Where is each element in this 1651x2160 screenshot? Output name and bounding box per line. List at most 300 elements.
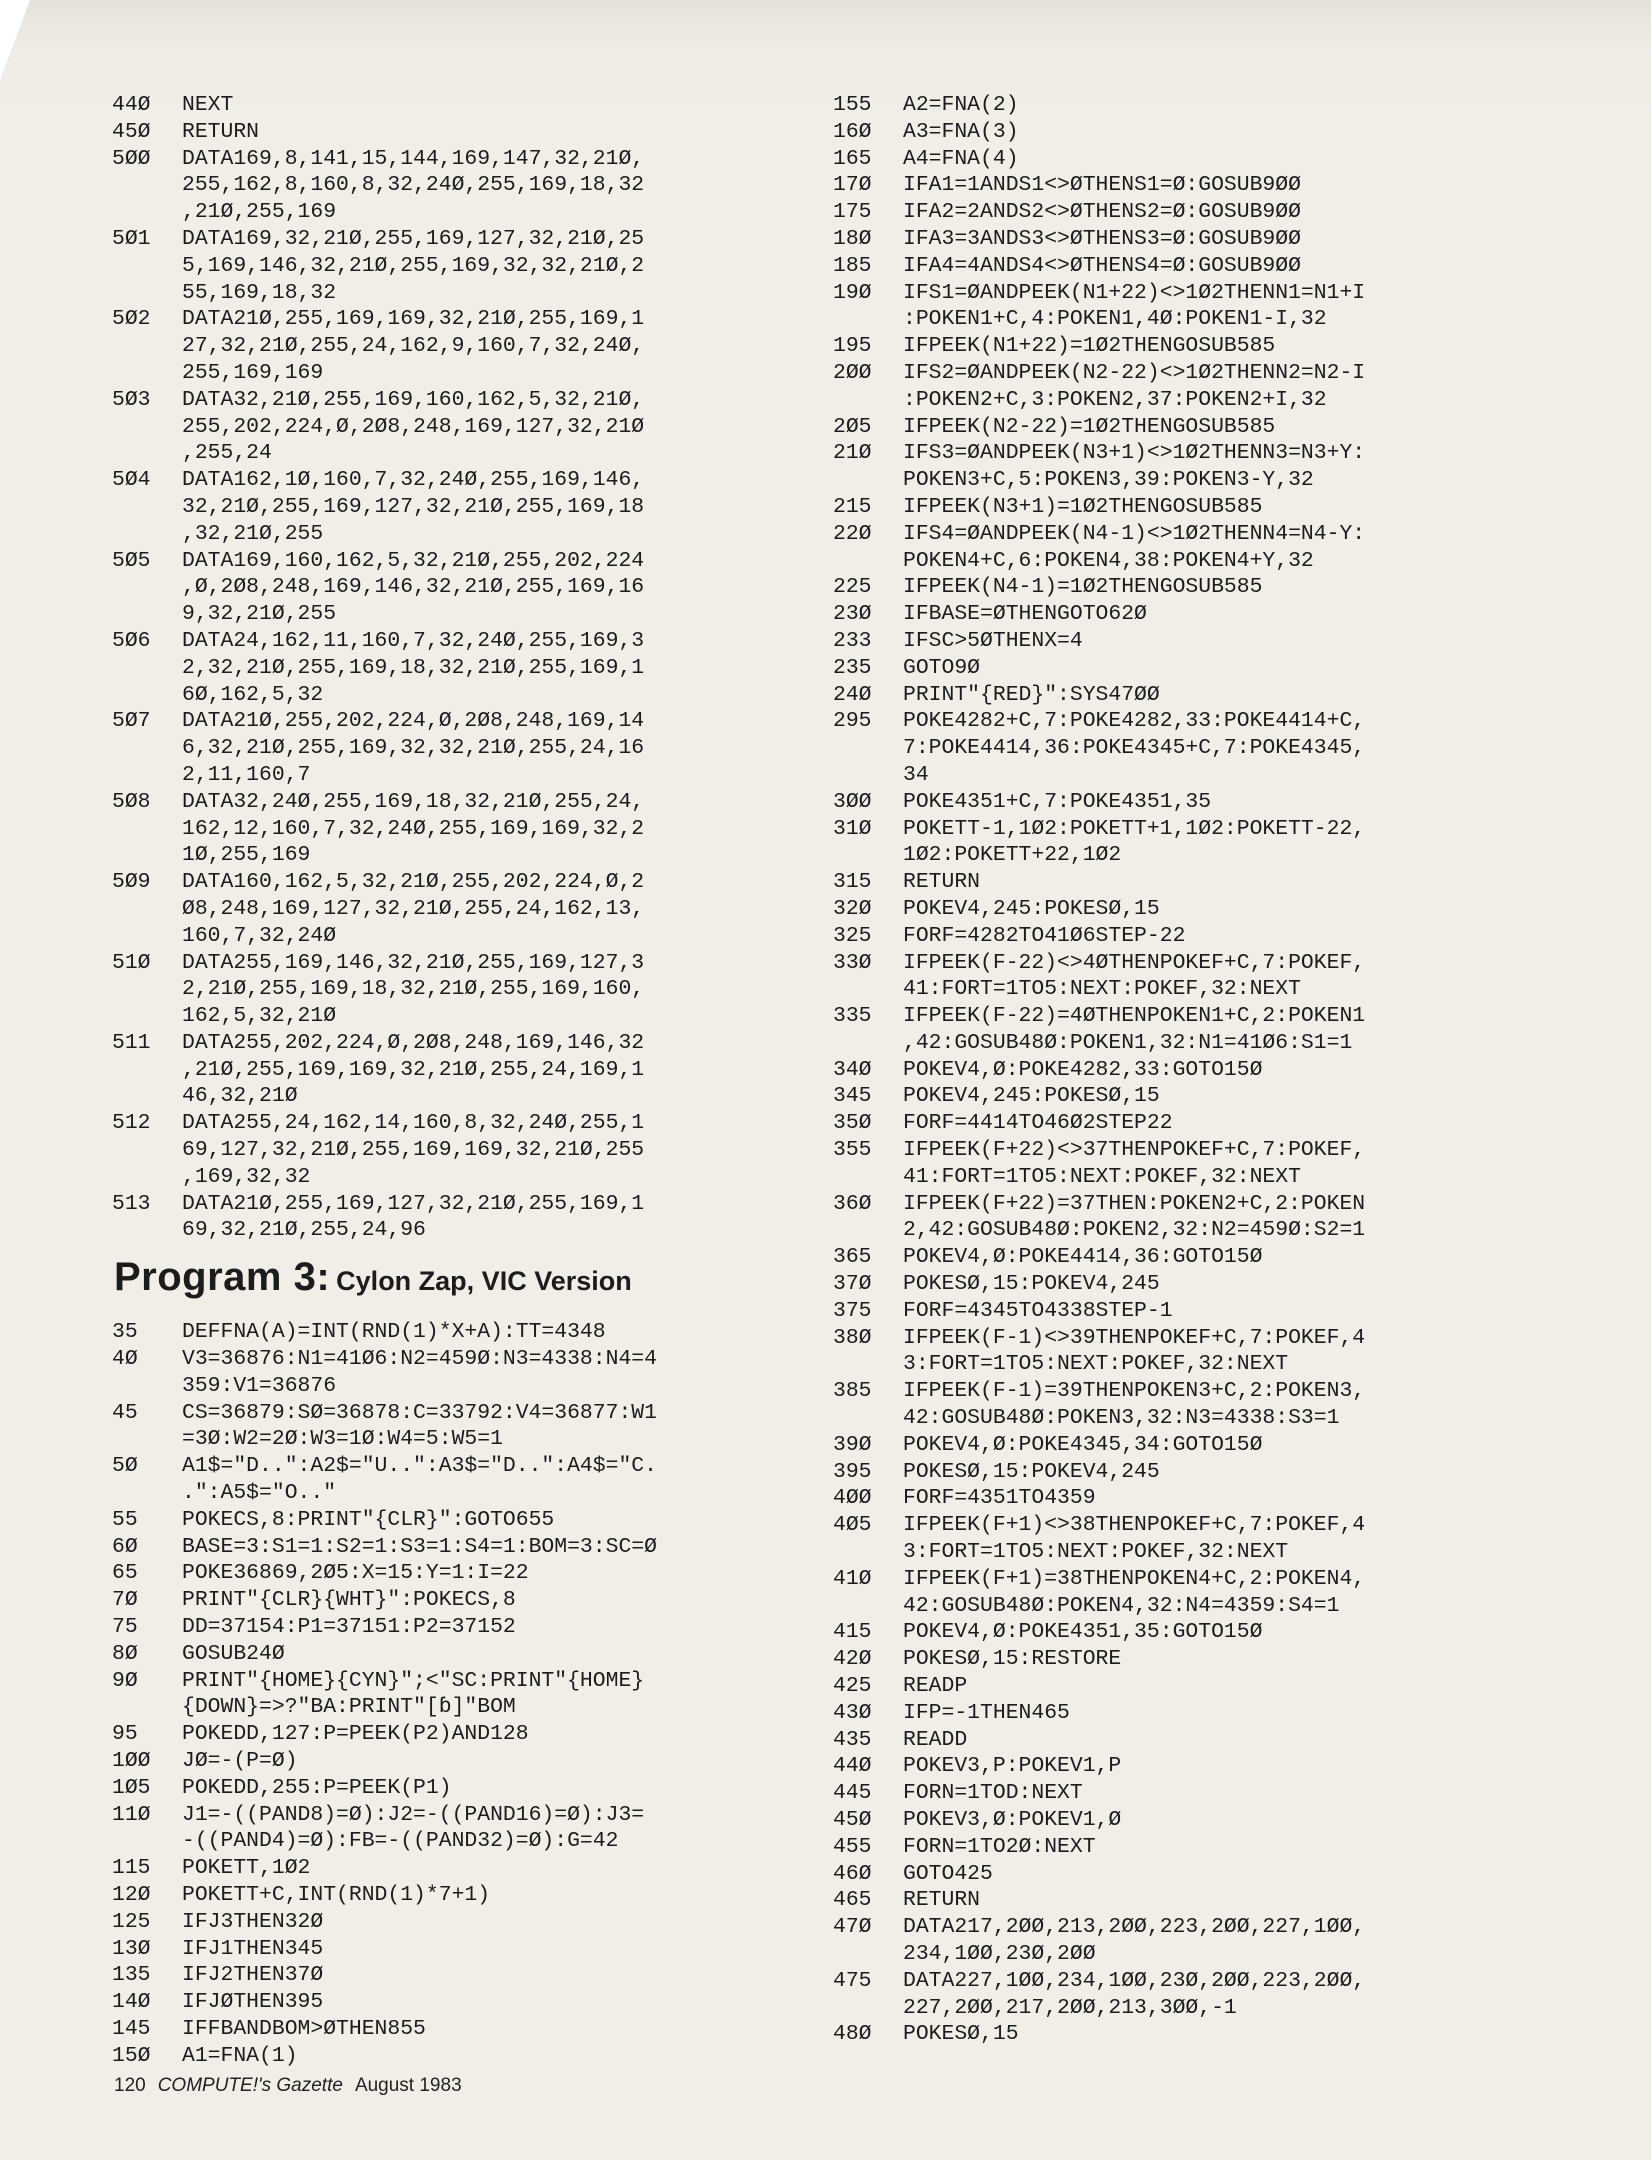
code-text: POKEN4+C,6:POKEN4,38:POKEN4+Y,32: [903, 548, 1314, 573]
line-number: 17Ø: [833, 173, 872, 198]
line-number: 165: [833, 146, 872, 171]
code-line: [112, 1936, 802, 1963]
code-line: [833, 1003, 1473, 1030]
code-text: NEXT: [182, 93, 234, 117]
line-number: 115: [112, 1856, 151, 1881]
code-line: [112, 387, 802, 414]
line-number: 395: [833, 1459, 872, 1484]
code-text: DATA255,202,224,Ø,2Ø8,248,169,146,32: [182, 1030, 645, 1055]
code-line: [833, 146, 1473, 173]
line-number: 135: [112, 1963, 151, 1988]
line-number: 455: [833, 1834, 872, 1859]
code-line: [833, 1968, 1473, 1995]
code-text: 234,1ØØ,23Ø,2ØØ: [903, 1941, 1096, 1966]
code-text: PRINT"{CLR}{WHT}":POKECS,8: [182, 1588, 516, 1613]
code-text: ,255,24: [182, 441, 272, 466]
issue-date: August 1983: [354, 2075, 462, 2096]
code-line: [833, 1861, 1473, 1888]
line-number: 435: [833, 1727, 872, 1752]
code-text: 2,42:GOSUB48Ø:POKEN2,32:N2=459Ø:S2=1: [903, 1218, 1366, 1243]
line-number: 47Ø: [833, 1915, 872, 1940]
code-line: [112, 172, 802, 199]
line-number: 5Ø3: [112, 387, 151, 412]
code-line: [833, 1887, 1473, 1914]
code-line: [112, 414, 802, 441]
code-line: [833, 199, 1473, 226]
code-text: A2=FNA(2): [903, 93, 1019, 117]
code-line: [833, 1459, 1473, 1486]
code-line: [833, 1753, 1473, 1780]
code-line: [112, 1164, 802, 1191]
code-line: [833, 1244, 1473, 1271]
code-text: 69,127,32,21Ø,255,169,169,32,21Ø,255: [182, 1138, 645, 1163]
code-line: [833, 682, 1473, 709]
code-line: [833, 521, 1473, 548]
code-text: 160,7,32,24Ø: [182, 923, 337, 948]
line-number: 48Ø: [833, 2022, 872, 2047]
code-text: 42:GOSUB48Ø:POKEN3,32:N3=4338:S3=1: [903, 1406, 1340, 1431]
code-line: [112, 494, 802, 521]
line-number: 445: [833, 1781, 872, 1806]
code-line: [112, 360, 802, 387]
line-number: 315: [833, 870, 872, 895]
line-number: 14Ø: [112, 1990, 151, 2015]
code-text: DATA32,24Ø,255,169,18,32,21Ø,255,24,: [182, 789, 645, 814]
line-number: 5Ø4: [112, 468, 151, 493]
code-line: [112, 842, 802, 869]
code-line: [112, 1400, 802, 1427]
code-text: ,21Ø,255,169,169,32,21Ø,255,24,169,1: [182, 1057, 645, 1082]
line-number: 95: [112, 1722, 138, 1747]
code-text: IFA2=2ANDS2<>ØTHENS2=Ø:GOSUB9ØØ: [903, 200, 1301, 225]
code-text: IFFBANDBOM>ØTHEN855: [182, 2016, 426, 2041]
code-line: [112, 1191, 802, 1218]
line-number: 195: [833, 334, 872, 359]
code-text: POKECS,8:PRINT"{CLR}":GOTO655: [182, 1507, 555, 1532]
code-line: [112, 950, 802, 977]
code-line: [833, 1539, 1473, 1566]
code-line: [833, 950, 1473, 977]
code-text: IFJ3THEN32Ø: [182, 1909, 324, 1934]
page-footer: [114, 2075, 462, 2097]
code-line: [833, 976, 1473, 1003]
line-number: 9Ø: [112, 1668, 138, 1693]
line-number: 16Ø: [833, 119, 872, 144]
line-number: 44Ø: [112, 93, 151, 117]
code-line: [112, 1614, 802, 1641]
code-line: [833, 1727, 1473, 1754]
code-text: POKESØ,15:POKEV4,245: [903, 1272, 1160, 1297]
code-line: [112, 1030, 802, 1057]
code-line: [833, 1593, 1473, 1620]
code-text: GOTO9Ø: [903, 655, 981, 680]
line-number: 465: [833, 1888, 872, 1913]
code-text: IFPEEK(N4-1)=1Ø2THENGOSUB585: [903, 575, 1263, 600]
code-line: [112, 1668, 802, 1695]
code-line: [112, 146, 802, 173]
page-corner: [0, 0, 30, 80]
line-number: 65: [112, 1561, 138, 1586]
code-text: POKEV4,Ø:POKE4282,33:GOTO15Ø: [903, 1057, 1263, 1082]
code-text: IFJ2THEN37Ø: [182, 1963, 324, 1988]
code-text: A1$="D..":A2$="U..":A3$="D..":A4$="C.: [182, 1454, 657, 1479]
code-line: [833, 1941, 1473, 1968]
code-line: [833, 1191, 1473, 1218]
line-number: 35Ø: [833, 1111, 872, 1136]
line-number: 11Ø: [112, 1802, 151, 1827]
code-line: [112, 1560, 802, 1587]
line-number: 225: [833, 575, 872, 600]
code-text: DATA169,32,21Ø,255,169,127,32,21Ø,25: [182, 226, 645, 251]
code-text: 255,202,224,Ø,2Ø8,248,169,127,32,21Ø: [182, 414, 645, 439]
line-number: 5ØØ: [112, 146, 151, 171]
code-text: DATA21Ø,255,169,127,32,21Ø,255,169,1: [182, 1191, 645, 1216]
code-text: IFPEEK(F-1)<>39THENPOKEF+C,7:POKEF,4: [903, 1325, 1366, 1350]
line-number: 22Ø: [833, 521, 872, 546]
code-text: IFPEEK(N2-22)=1Ø2THENGOSUB585: [903, 414, 1276, 439]
code-text: V3=36876:N1=41Ø6:N2=459Ø:N3=4338:N4=4: [182, 1347, 657, 1372]
code-line: [833, 789, 1473, 816]
code-line: [833, 253, 1473, 280]
code-line: [833, 896, 1473, 923]
code-line: [112, 1721, 802, 1748]
line-number: 43Ø: [833, 1700, 872, 1725]
code-text: IFA3=3ANDS3<>ØTHENS3=Ø:GOSUB9ØØ: [903, 226, 1301, 251]
line-number: 55: [112, 1507, 138, 1532]
code-line: [112, 1057, 802, 1084]
code-text: IFBASE=ØTHENGOTO62Ø: [903, 602, 1147, 627]
code-line: [833, 360, 1473, 387]
code-line: [112, 896, 802, 923]
code-line: [112, 1962, 802, 1989]
code-line: [833, 1030, 1473, 1057]
code-text: ,42:GOSUB48Ø:POKEN1,32:N1=41Ø6:S1=1: [903, 1030, 1353, 1055]
code-text: 2,11,160,7: [182, 762, 311, 787]
page-number: 120: [114, 2075, 146, 2096]
line-number: 345: [833, 1084, 872, 1109]
code-line: [112, 628, 802, 655]
line-number: 35: [112, 1320, 138, 1345]
code-text: 41:FORT=1TO5:NEXT:POKEF,32:NEXT: [903, 977, 1301, 1002]
code-text: :POKEN2+C,3:POKEN2,37:POKEN2+I,32: [903, 387, 1327, 412]
code-text: POKEV3,P:POKEV1,P: [903, 1754, 1122, 1779]
line-number: 425: [833, 1674, 872, 1699]
code-line: [833, 306, 1473, 333]
line-number: 325: [833, 923, 872, 948]
code-line: [112, 92, 802, 119]
line-number: 13Ø: [112, 1936, 151, 1961]
code-text: DEFFNA(A)=INT(RND(1)*X+A):TT=4348: [182, 1320, 606, 1345]
right-column: [833, 92, 1473, 2048]
code-text: POKETT+C,INT(RND(1)*7+1): [182, 1883, 491, 1907]
line-number: 511: [112, 1030, 151, 1055]
code-text: 3:FORT=1TO5:NEXT:POKEF,32:NEXT: [903, 1352, 1289, 1377]
code-text: Ø8,248,169,127,32,21Ø,255,24,162,13,: [182, 896, 645, 921]
line-number: 5Ø9: [112, 870, 151, 895]
code-text: READP: [903, 1674, 968, 1699]
code-line: [833, 1673, 1473, 1700]
code-text: DATA255,24,162,14,160,8,32,24Ø,255,1: [182, 1111, 645, 1136]
code-line: [833, 494, 1473, 521]
code-line: [112, 1137, 802, 1164]
code-text: A3=FNA(3): [903, 119, 1019, 144]
line-number: 46Ø: [833, 1861, 872, 1886]
code-text: IFPEEK(F-22)=4ØTHENPOKEN1+C,2:POKEN1: [903, 1004, 1366, 1029]
code-text: POKE36869,2Ø5:X=15:Y=1:I=22: [182, 1561, 529, 1586]
code-line: [833, 1110, 1473, 1137]
line-number: 415: [833, 1620, 872, 1645]
code-text: 359:V1=36876: [182, 1373, 337, 1398]
line-number: 7Ø: [112, 1588, 138, 1613]
code-line: [833, 869, 1473, 896]
code-text: IFS4=ØANDPEEK(N4-1)<>1Ø2THENN4=N4-Y:: [903, 521, 1366, 546]
code-line: [833, 226, 1473, 253]
code-text: READD: [903, 1727, 968, 1752]
code-text: PRINT"{RED}":SYS47ØØ: [903, 682, 1160, 707]
code-text: GOSUB24Ø: [182, 1641, 285, 1666]
code-text: PRINT"{HOME}{CYN}";<"SC:PRINT"{HOME}: [182, 1668, 645, 1693]
line-number: 18Ø: [833, 226, 872, 251]
code-line: [833, 414, 1473, 441]
line-number: 233: [833, 628, 872, 653]
code-line: [833, 1512, 1473, 1539]
code-line: [112, 199, 802, 226]
code-line: [833, 119, 1473, 146]
code-text: A1=FNA(1): [182, 2043, 298, 2068]
program-heading-title: Program 3:: [114, 1255, 331, 1300]
code-text: ,32,21Ø,255: [182, 521, 324, 546]
code-line: [833, 1566, 1473, 1593]
code-line: [833, 1485, 1473, 1512]
program-listing-continued: [112, 92, 802, 1244]
program-heading-subtitle: Cylon Zap, VIC Version: [336, 1266, 632, 1297]
code-line: [112, 1003, 802, 1030]
code-line: [833, 601, 1473, 628]
code-line: [112, 253, 802, 280]
code-line: [833, 1432, 1473, 1459]
code-line: [112, 1748, 802, 1775]
code-line: [833, 1378, 1473, 1405]
code-line: [112, 119, 802, 146]
code-line: [112, 1217, 802, 1244]
program-heading: [114, 1254, 802, 1309]
code-line: [112, 816, 802, 843]
code-text: =3Ø:W2=2Ø:W3=1Ø:W4=5:W5=1: [182, 1427, 503, 1452]
code-line: [112, 1507, 802, 1534]
code-text: J1=-((PAND8)=Ø):J2=-((PAND16)=Ø):J3=: [182, 1802, 645, 1827]
code-text: IFPEEK(N1+22)=1Ø2THENGOSUB585: [903, 334, 1276, 359]
code-text: 1Ø2:POKETT+22,1Ø2: [903, 843, 1122, 868]
code-line: [833, 735, 1473, 762]
code-line: [833, 655, 1473, 682]
code-line: [833, 2021, 1473, 2048]
code-text: IFPEEK(F+1)<>38THENPOKEF+C,7:POKEF,4: [903, 1513, 1366, 1538]
code-line: [833, 1914, 1473, 1941]
code-line: [833, 1137, 1473, 1164]
line-number: 385: [833, 1379, 872, 1404]
code-text: DATA21Ø,255,169,169,32,21Ø,255,169,1: [182, 307, 645, 332]
code-text: IFJØTHEN395: [182, 1990, 324, 2015]
line-number: 475: [833, 1968, 872, 1993]
code-line: [833, 628, 1473, 655]
code-text: POKEN3+C,5:POKEN3,39:POKEN3-Y,32: [903, 468, 1314, 493]
code-text: IFPEEK(F-22)<>4ØTHENPOKEF+C,7:POKEF,: [903, 950, 1366, 975]
code-text: 34: [903, 762, 929, 787]
code-text: DD=37154:P1=37151:P2=37152: [182, 1615, 516, 1640]
code-text: {DOWN}=>?"BA:PRINT"[ɓ]"BOM: [182, 1695, 516, 1720]
line-number: 1ØØ: [112, 1749, 151, 1774]
code-text: DATA169,8,141,15,144,169,147,32,21Ø,: [182, 146, 645, 171]
code-line: [112, 1989, 802, 2016]
code-line: [833, 1351, 1473, 1378]
code-text: -((PAND4)=Ø):FB=-((PAND32)=Ø):G=42: [182, 1829, 619, 1854]
code-line: [112, 1083, 802, 1110]
code-text: DATA24,162,11,160,7,32,24Ø,255,169,3: [182, 628, 645, 653]
line-number: 215: [833, 494, 872, 519]
line-number: 45: [112, 1400, 138, 1425]
code-line: [833, 708, 1473, 735]
code-line: [112, 1319, 802, 1346]
code-line: [112, 1453, 802, 1480]
code-text: IFPEEK(F+22)=37THEN:POKEN2+C,2:POKEN: [903, 1191, 1366, 1216]
code-line: [112, 869, 802, 896]
line-number: 44Ø: [833, 1754, 872, 1779]
line-number: 155: [833, 93, 872, 117]
code-text: IFPEEK(F+1)=38THENPOKEN4+C,2:POKEN4,: [903, 1566, 1366, 1591]
code-text: POKESØ,15:RESTORE: [903, 1647, 1122, 1672]
program-3-listing: [112, 1319, 802, 2069]
code-text: 9,32,21Ø,255: [182, 602, 337, 627]
code-text: 6,32,21Ø,255,169,32,32,21Ø,255,24,16: [182, 736, 645, 761]
code-text: 41:FORT=1TO5:NEXT:POKEF,32:NEXT: [903, 1164, 1301, 1189]
code-text: IFSC>5ØTHENX=4: [903, 628, 1083, 653]
code-line: [833, 440, 1473, 467]
line-number: 4ØØ: [833, 1486, 872, 1511]
line-number: 335: [833, 1004, 872, 1029]
code-text: POKEV4,Ø:POKE4351,35:GOTO15Ø: [903, 1620, 1263, 1645]
code-text: 162,5,32,21Ø: [182, 1004, 337, 1029]
line-number: 12Ø: [112, 1883, 151, 1907]
code-line: [112, 333, 802, 360]
code-line: [112, 574, 802, 601]
code-text: RETURN: [903, 1888, 981, 1913]
code-text: FORF=4351TO4359: [903, 1486, 1096, 1511]
line-number: 42Ø: [833, 1647, 872, 1672]
code-line: [112, 2016, 802, 2043]
line-number: 15Ø: [112, 2043, 151, 2068]
code-line: [112, 1587, 802, 1614]
code-line: [112, 655, 802, 682]
line-number: 513: [112, 1191, 151, 1216]
code-text: POKEV4,Ø:POKE4345,34:GOTO15Ø: [903, 1432, 1263, 1457]
code-text: IFP=-1THEN465: [903, 1700, 1070, 1725]
code-line: [833, 1780, 1473, 1807]
code-text: POKEV4,Ø:POKE4414,36:GOTO15Ø: [903, 1245, 1263, 1270]
code-text: 1Ø,255,169: [182, 843, 311, 868]
line-number: 45Ø: [833, 1808, 872, 1832]
code-text: DATA160,162,5,32,21Ø,255,202,224,Ø,2: [182, 870, 645, 895]
code-text: ,169,32,32: [182, 1164, 311, 1189]
code-text: DATA217,2ØØ,213,2ØØ,223,2ØØ,227,1ØØ,: [903, 1915, 1366, 1940]
line-number: 1Ø5: [112, 1775, 151, 1800]
code-text: 2,32,21Ø,255,169,18,32,21Ø,255,169,1: [182, 655, 645, 680]
code-line: [833, 1834, 1473, 1861]
line-number: 375: [833, 1298, 872, 1323]
code-line: [112, 548, 802, 575]
code-text: FORN=1TO2Ø:NEXT: [903, 1834, 1096, 1859]
line-number: 8Ø: [112, 1641, 138, 1666]
code-text: 69,32,21Ø,255,24,96: [182, 1218, 426, 1243]
line-number: 51Ø: [112, 950, 151, 975]
line-number: 6Ø: [112, 1534, 138, 1559]
line-number: 33Ø: [833, 950, 872, 975]
code-text: DATA162,1Ø,160,7,32,24Ø,255,169,146,: [182, 468, 645, 493]
code-text: DATA255,169,146,32,21Ø,255,169,127,3: [182, 950, 645, 975]
code-line: [112, 440, 802, 467]
code-text: CS=36879:SØ=36878:C=33792:V4=36877:W1: [182, 1400, 657, 1425]
code-line: [833, 923, 1473, 950]
code-line: [112, 1110, 802, 1137]
code-text: POKE4282+C,7:POKE4282,33:POKE4414+C,: [903, 709, 1366, 734]
code-line: [833, 816, 1473, 843]
code-text: ,21Ø,255,169: [182, 200, 337, 225]
code-line: [112, 708, 802, 735]
line-number: 125: [112, 1909, 151, 1934]
line-number: 365: [833, 1245, 872, 1270]
code-text: FORF=4345TO4338STEP-1: [903, 1298, 1173, 1323]
code-text: 162,12,160,7,32,24Ø,255,169,169,32,2: [182, 816, 645, 841]
line-number: 19Ø: [833, 280, 872, 305]
code-line: [112, 682, 802, 709]
line-number: 32Ø: [833, 896, 872, 921]
line-number: 295: [833, 709, 872, 734]
line-number: 3ØØ: [833, 789, 872, 814]
code-text: IFS3=ØANDPEEK(N3+1)<>1Ø2THENN3=N3+Y:: [903, 441, 1366, 466]
code-line: [833, 387, 1473, 414]
code-line: [112, 976, 802, 1003]
code-text: POKEV3,Ø:POKEV1,Ø: [903, 1808, 1122, 1832]
code-line: [833, 1700, 1473, 1727]
code-line: [112, 789, 802, 816]
code-text: IFS2=ØANDPEEK(N2-22)<>1Ø2THENN2=N2-I: [903, 360, 1366, 385]
line-number: 34Ø: [833, 1057, 872, 1082]
code-text: ,Ø,2Ø8,248,169,146,32,21Ø,255,169,16: [182, 575, 645, 600]
code-line: [112, 226, 802, 253]
code-line: [112, 1775, 802, 1802]
code-text: .":A5$="O..": [182, 1481, 337, 1506]
code-line: [112, 1480, 802, 1507]
code-text: FORF=4414TO46Ø2STEP22: [903, 1111, 1173, 1136]
code-line: [833, 1646, 1473, 1673]
code-text: 42:GOSUB48Ø:POKEN4,32:N4=4359:S4=1: [903, 1593, 1340, 1618]
line-number: 31Ø: [833, 816, 872, 841]
code-text: DATA227,1ØØ,234,1ØØ,23Ø,2ØØ,223,2ØØ,: [903, 1968, 1366, 1993]
code-line: [833, 172, 1473, 199]
line-number: 4Ø: [112, 1347, 138, 1372]
code-text: POKEDD,255:P=PEEK(P1): [182, 1775, 452, 1800]
code-text: POKE4351+C,7:POKE4351,35: [903, 789, 1212, 814]
code-line: [112, 2043, 802, 2070]
code-text: 255,162,8,160,8,32,24Ø,255,169,18,32: [182, 173, 645, 198]
code-line: [112, 1426, 802, 1453]
code-line: [112, 762, 802, 789]
line-number: 37Ø: [833, 1272, 872, 1297]
code-line: [833, 1995, 1473, 2022]
line-number: 41Ø: [833, 1566, 872, 1591]
line-number: 5Ø5: [112, 548, 151, 573]
code-line: [112, 467, 802, 494]
program-3-listing-continued: [833, 92, 1473, 2048]
